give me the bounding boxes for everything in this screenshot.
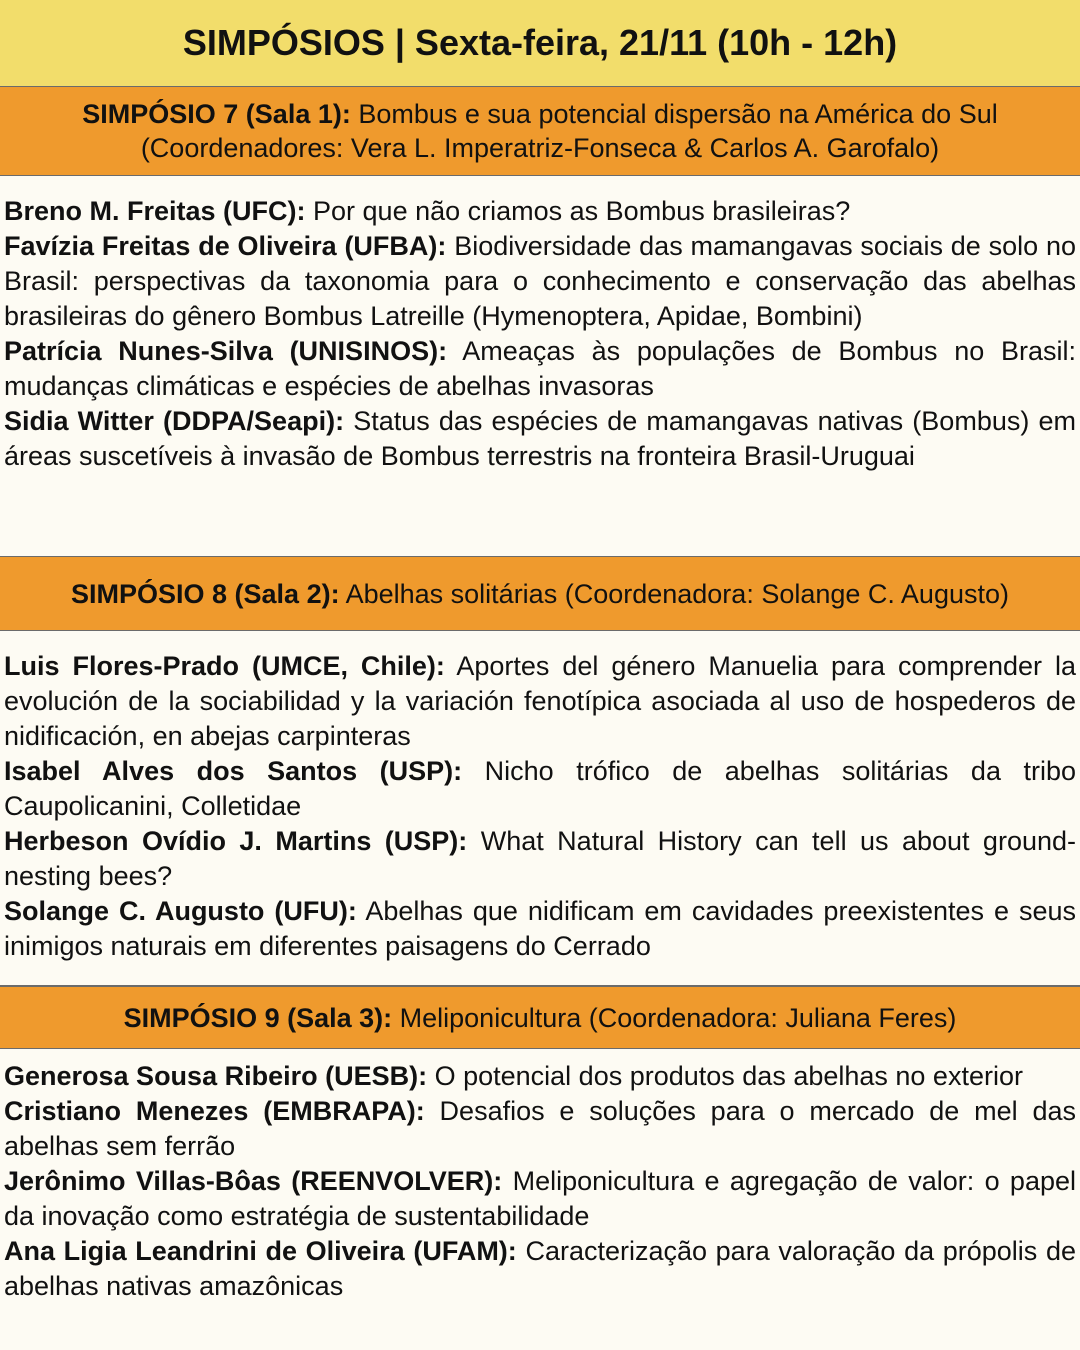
talk-item — [4, 824, 1076, 894]
talk-item — [4, 404, 1076, 474]
talk-title: Por que não criamos as Bombus brasileiras? — [305, 196, 851, 226]
talk-title: Abelhas que nidificam em cavidades preexistentes e seus inimigos naturais em diferentes paisagens do Cerrado — [4, 896, 1077, 961]
symposium-8-talks — [0, 631, 1080, 986]
speaker: Ana Ligia Leandrini de Oliveira (UFAM): — [4, 1236, 517, 1266]
symposium-label: SIMPÓSIO 8 (Sala 2): — [71, 579, 340, 609]
talk-item — [4, 1234, 1076, 1304]
talk-item — [4, 1094, 1076, 1164]
talk-item — [4, 334, 1076, 404]
speaker: Jerônimo Villas-Bôas (REENVOLVER): — [4, 1166, 503, 1196]
symposium-7-header — [0, 87, 1080, 176]
speaker: Solange C. Augusto (UFU): — [4, 896, 357, 926]
speaker: Sidia Witter (DDPA/Seapi): — [4, 406, 345, 436]
talk-title: What Natural History can tell us about ground-nesting bees? — [4, 826, 1076, 891]
talk-title: Aportes del género Manuelia para comprender la evolución de la sociabilidad y la variación fenotípica asociada al uso de hospederos de nidificación, en abejas carpinteras — [4, 651, 1076, 751]
speaker: Breno M. Freitas (UFC): — [4, 196, 306, 226]
symposium-8-header — [0, 556, 1080, 631]
symposium-label: SIMPÓSIO 7 (Sala 1): — [82, 99, 351, 129]
speaker: Favízia Freitas de Oliveira (UFBA): — [4, 231, 447, 261]
talk-item — [4, 1164, 1076, 1234]
talk-title: Nicho trófico de abelhas solitárias da tribo Caupolicanini, Colletidae — [4, 756, 1076, 821]
talk-item — [4, 194, 1076, 229]
speaker: Cristiano Menezes (EMBRAPA): — [4, 1096, 425, 1126]
symposium-topic: Bombus e sua potencial dispersão na América do Sul (Coordenadores: Vera L. Imperatriz-Fonseca & Carlos A. Garofalo) — [140, 99, 998, 163]
talk-item — [4, 894, 1076, 964]
symposium-9-header — [0, 986, 1080, 1049]
speaker: Herbeson Ovídio J. Martins (USP): — [4, 826, 468, 856]
talk-title: Biodiversidade das mamangavas sociais de solo no Brasil: perspectivas da taxonomia para o conhecimento e conservação das abelhas brasileiras do gênero Bombus Latreille (Hymenoptera, Apidae, Bombini) — [4, 231, 1076, 331]
symposium-topic: Abelhas solitárias (Coordenadora: Solange C. Augusto) — [339, 579, 1009, 609]
symposium-9-talks — [0, 1049, 1080, 1304]
speaker: Patrícia Nunes-Silva (UNISINOS): — [4, 336, 448, 366]
symposium-label: SIMPÓSIO 9 (Sala 3): — [123, 1003, 393, 1033]
speaker: Generosa Sousa Ribeiro (UESB): — [4, 1061, 428, 1091]
symposium-7-talks — [0, 176, 1080, 556]
talk-title: Desafios e soluções para o mercado de mel das abelhas sem ferrão — [4, 1096, 1077, 1161]
talk-title: Ameaças às populações de Bombus no Brasil: mudanças climáticas e espécies de abelhas invasoras — [4, 336, 1076, 401]
talk-title: Meliponicultura e agregação de valor: o papel da inovação como estratégia de sustentabilidade — [4, 1166, 1076, 1231]
talk-item — [4, 229, 1076, 334]
page-title: SIMPÓSIOS | Sexta-feira, 21/11 (10h - 12h) — [0, 0, 1080, 87]
speaker: Isabel Alves dos Santos (USP): — [4, 756, 463, 786]
talk-item — [4, 649, 1076, 754]
talk-item — [4, 1059, 1076, 1094]
talk-title: O potencial dos produtos das abelhas no exterior — [427, 1061, 1023, 1091]
symposium-topic: Meliponicultura (Coordenadora: Juliana Feres) — [392, 1003, 957, 1033]
talk-item — [4, 754, 1076, 824]
talk-title: Caracterização para valoração da própolis de abelhas nativas amazônicas — [4, 1236, 1076, 1301]
speaker: Luis Flores-Prado (UMCE, Chile): — [4, 651, 445, 681]
talk-title: Status das espécies de mamangavas nativas (Bombus) em áreas suscetíveis à invasão de Bombus terrestris na fronteira Brasil-Uruguai — [4, 406, 1076, 471]
